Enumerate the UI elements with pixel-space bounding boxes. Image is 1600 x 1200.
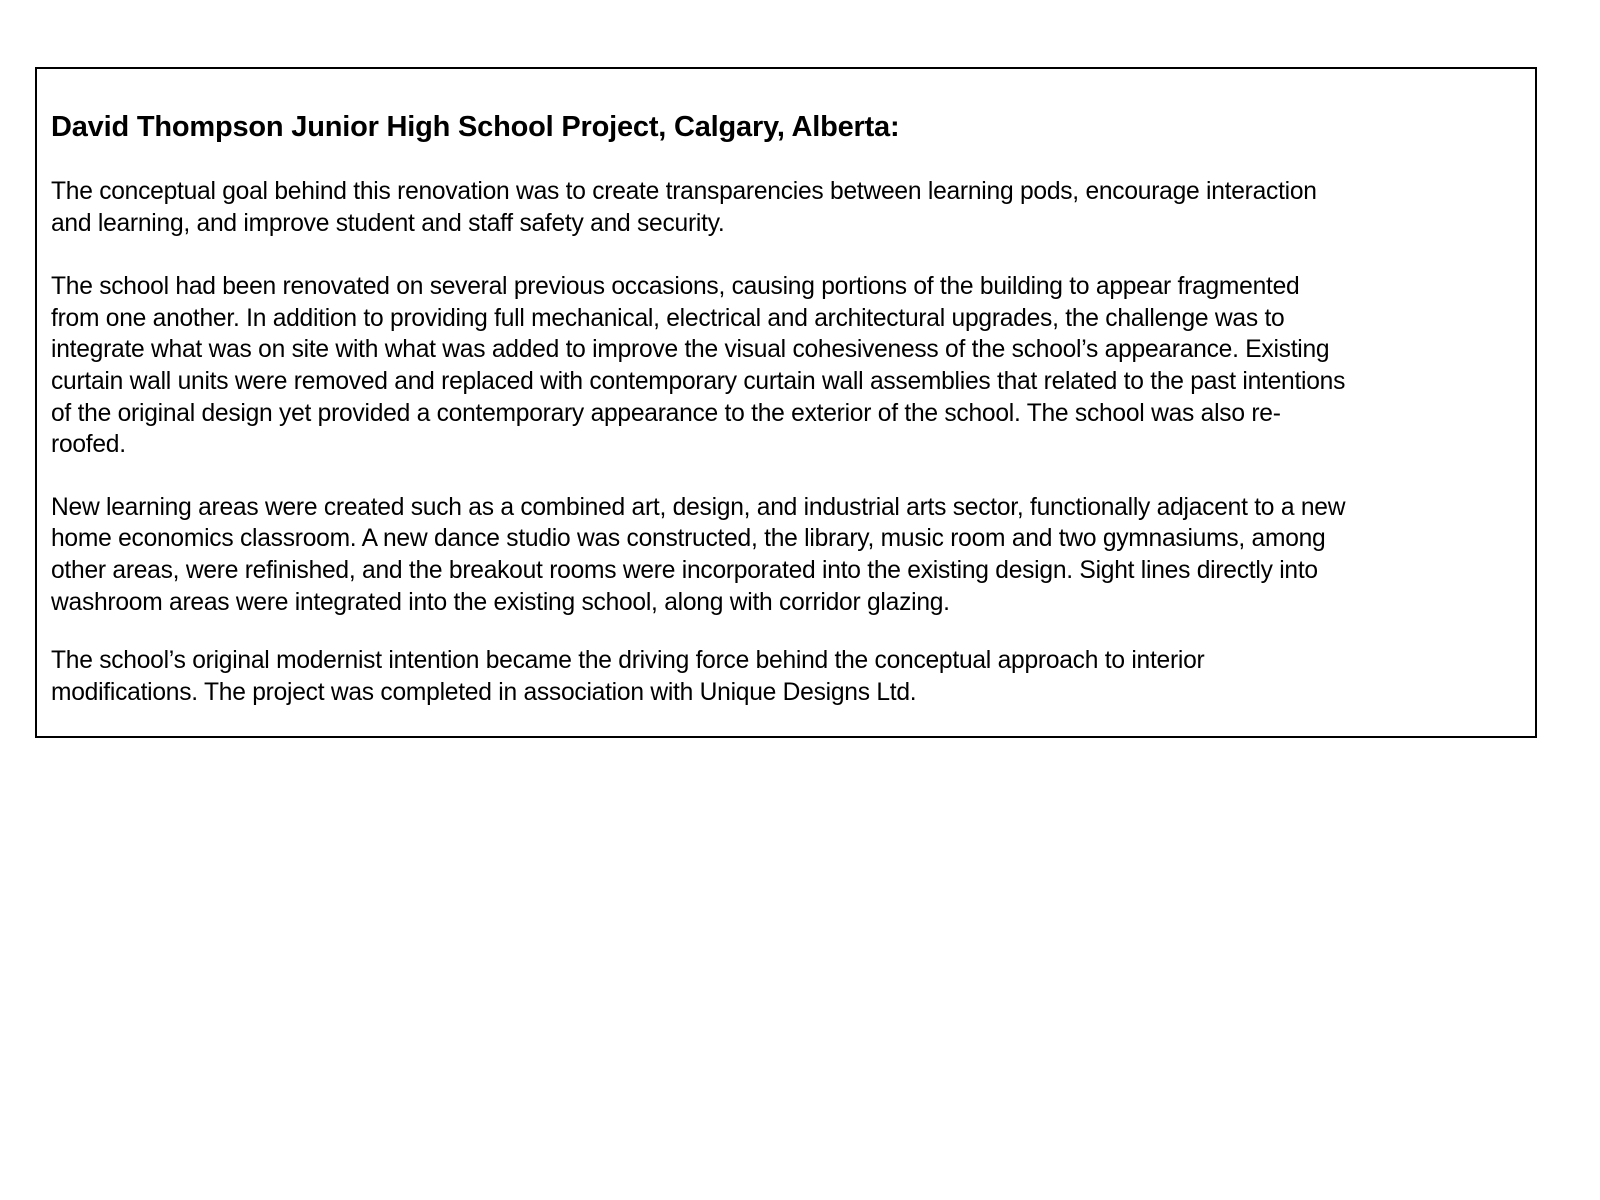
text-line: from one another. In addition to providing full mechanical, electrical and architectural upgrades, the challenge was to (51, 304, 1285, 332)
text-line: washroom areas were integrated into the existing school, along with corridor glazing. (51, 588, 950, 616)
text-line: The conceptual goal behind this renovation was to create transparencies between learning pods, encourage interaction (51, 178, 1317, 205)
text-line: modifications. The project was completed in association with Unique Designs Ltd. (51, 678, 917, 706)
paragraph-modernist-intention (51, 645, 1529, 708)
text-line: roofed. (51, 431, 126, 459)
project-description-box (35, 67, 1537, 738)
text-line: home economics classroom. A new dance studio was constructed, the library, music room and two gymnasiums, among (51, 525, 1326, 553)
text-line: and learning, and improve student and staff safety and security. (51, 209, 725, 237)
project-title: David Thompson Junior High School Project, Calgary, Alberta: (51, 111, 900, 143)
text-line: curtain wall units were removed and replaced with contemporary curtain wall assemblies that related to the past intentions (51, 367, 1346, 395)
paragraph-new-learning-areas (51, 492, 1529, 618)
text-line: integrate what was on site with what was added to improve the visual cohesiveness of the school’s appearance. Existing (51, 336, 1330, 364)
paragraph-renovation-history (51, 271, 1529, 461)
text-line: other areas, were refinished, and the breakout rooms were incorporated into the existing design. Sight lines directly into (51, 556, 1318, 584)
text-line: New learning areas were created such as a combined art, design, and industrial arts sector, functionally adjacent to a new (51, 493, 1346, 521)
paragraph-conceptual-goal (51, 176, 1529, 239)
text-line: The school had been renovated on several previous occasions, causing portions of the building to appear fragmented (51, 273, 1300, 301)
text-line: of the original design yet provided a contemporary appearance to the exterior of the school. The school was also re- (51, 399, 1281, 427)
text-line: The school’s original modernist intention became the driving force behind the conceptual approach to interior (51, 647, 1205, 675)
project-description-content (51, 107, 1529, 708)
